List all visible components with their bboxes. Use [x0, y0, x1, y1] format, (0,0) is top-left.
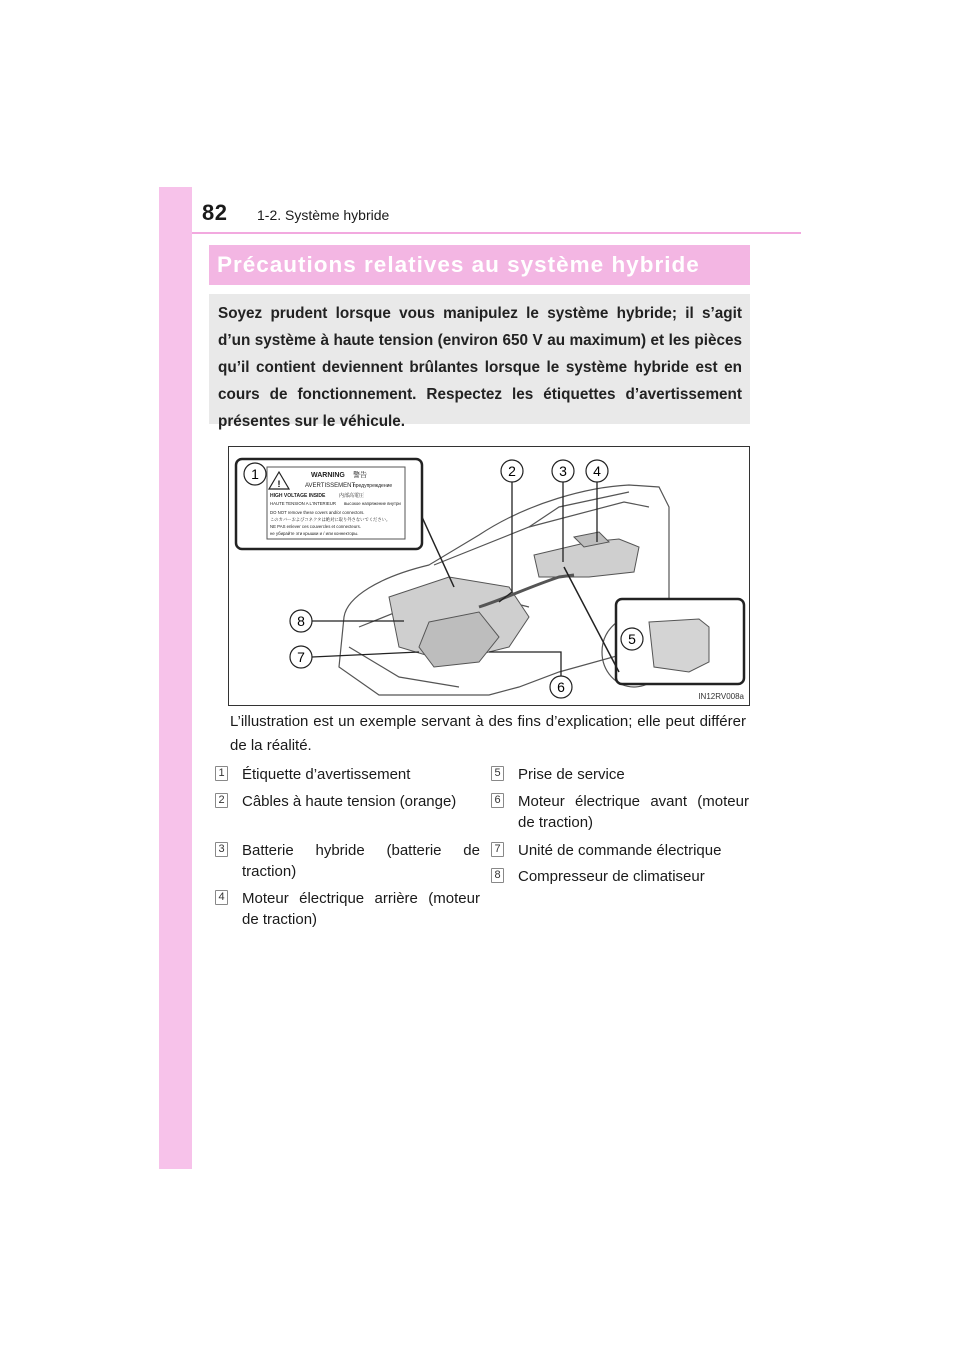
legend-text: Câbles à haute tension (orange): [242, 793, 457, 810]
legend-text: Compresseur de climatiseur: [518, 868, 705, 885]
header-rule: [192, 232, 801, 234]
label-ru: предупреждение: [353, 483, 393, 489]
label-hv-fr: HAUTE TENSION A L'INTERIEUR: [270, 501, 336, 506]
legend-number: 7: [491, 842, 504, 857]
leader-5: [564, 567, 619, 672]
label-avertissement: AVERTISSEMENT: [305, 483, 356, 489]
section-title: Précautions relatives au système hybride: [209, 245, 750, 285]
callout-1-number: 1: [251, 466, 259, 482]
warning-text: Soyez prudent lorsque vous manipulez le système hybride; il s’agit d’un système à haute tension (environ 650 V au maximum) et les pièces qu’il contient deviennent brûlantes lorsque le système hybride est en cours de fonctionnement. Respectez les étiquettes d’avertissement présentes sur le véhicule.: [218, 305, 742, 430]
callout-7-number: 7: [297, 649, 305, 665]
callout-4-number: 4: [593, 463, 601, 479]
legend-number: 4: [215, 890, 228, 905]
chapter-heading: 1-2. Système hybride: [257, 207, 390, 223]
legend-text: Moteur électrique arrière (moteur de traction): [242, 890, 480, 928]
callout-2-number: 2: [508, 463, 516, 479]
label-line-1: DO NOT remove these covers and/or connectors.: [270, 510, 365, 515]
figure-code: IN12RV008a: [698, 692, 744, 701]
callout-3-number: 3: [559, 463, 567, 479]
roof-line: [529, 492, 629, 527]
legend-text: Batterie hybride (batterie de traction): [242, 842, 480, 880]
car-illustration: [229, 447, 749, 705]
legend-text: Étiquette d’avertissement: [242, 766, 411, 783]
svg-text:!: !: [277, 479, 281, 489]
legend-number: 5: [491, 766, 504, 781]
callout-5-number: 5: [628, 631, 636, 647]
service-plug-drawing: [649, 619, 709, 672]
legend-number: 6: [491, 793, 504, 808]
label-line-3: NE PAS enlever ces couvercles et connecteurs.: [270, 524, 361, 529]
leader-6: [489, 652, 561, 676]
leader-2: [499, 482, 512, 602]
callout-6-number: 6: [557, 679, 565, 695]
label-warning: WARNING: [311, 472, 345, 479]
figure-caption: L’illustration est un exemple servant à des fins d’explication; elle peut différer de la réalité.: [230, 713, 746, 754]
legend-number: 8: [491, 868, 504, 883]
legend-number: 1: [215, 766, 228, 781]
legend-number: 2: [215, 793, 228, 808]
label-line-4: не убирайте эти крышки и / или коннекторы.: [270, 531, 359, 536]
label-hv-ru: высокое напряжение внутри: [344, 501, 401, 506]
label-line-2: このカバーおよびコネクタは絶対に取り外さないでください。: [270, 517, 391, 522]
hybrid-system-figure: [228, 446, 750, 706]
page-number: 82: [202, 200, 228, 225]
legend-text: Unité de commande électrique: [518, 842, 722, 859]
label-warning-jp: 警告: [353, 472, 367, 479]
legend-text: Prise de service: [518, 766, 625, 783]
legend-text: Moteur électrique avant (moteur de traction): [518, 793, 749, 831]
label-hv-jp: 内部高電圧: [339, 493, 365, 499]
label-hv-inside: HIGH VOLTAGE INSIDE: [270, 493, 326, 499]
callout-8-number: 8: [297, 613, 305, 629]
leader-1: [422, 517, 454, 587]
chapter-sidebar-tab: [159, 187, 192, 1169]
warning-box: [209, 294, 750, 430]
legend-number: 3: [215, 842, 228, 857]
